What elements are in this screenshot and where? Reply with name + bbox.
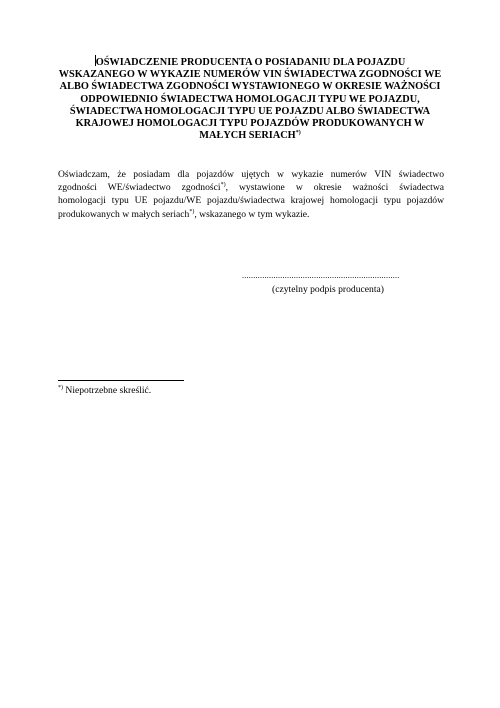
footnote-separator	[58, 380, 184, 381]
body-line: Oświadczam, że posiadam dla pojazdów ujętych w wykazie numerów VIN świadectwo	[58, 169, 444, 180]
footnote-marker: *)	[58, 385, 63, 391]
title-line: ŚWIADECTWA HOMOLOGACJI TYPU UE POJAZDU ALBO ŚWIADECTWA	[69, 105, 431, 117]
declaration-title	[52, 55, 448, 142]
body-line: homologacji typu UE pojazdu/WE pojazdu/świadectwa krajowej homologacji typu pojazdów	[58, 195, 444, 207]
body-line: zgodności WE/świadectwo zgodności*), wystawione w okresie ważności świadectwa	[58, 182, 445, 194]
title-line: ALBO ŚWIADECTWA ZGODNOŚCI WYSTAWIONEGO W OKRESIE WAŻNOŚCI	[59, 81, 441, 93]
footnote	[58, 385, 151, 397]
title-line: MAŁYCH SERIACH*)	[199, 130, 301, 142]
declaration-body	[58, 168, 444, 221]
footnote-marker: *)	[295, 130, 301, 137]
footnote-marker: *)	[189, 208, 195, 215]
footnote-text: Niepotrzebne skreślić.	[63, 385, 152, 396]
signature-caption: (czytelny podpis producenta)	[272, 284, 384, 295]
signature-line: ......................................................................	[242, 271, 400, 280]
title-line: WSKAZANEGO W WYKAZIE NUMERÓW VIN ŚWIADECTWA ZGODNOŚCI WE	[58, 69, 442, 81]
body-line: produkowanych w małych seriach*), wskazanego w tym wykazie.	[58, 208, 310, 220]
title-line: ODPOWIEDNIO ŚWIADECTWA HOMOLOGACJI TYPU WE POJAZDU,	[80, 93, 420, 105]
footnote-marker: *)	[220, 182, 226, 189]
title-line: KRAJOWEJ HOMOLOGACJI TYPU POJAZDÓW PRODUKOWANYCH W	[75, 118, 425, 130]
title-line: OŚWIADCZENIE PRODUCENTA O POSIADANIU DLA POJAZDU	[95, 57, 406, 68]
